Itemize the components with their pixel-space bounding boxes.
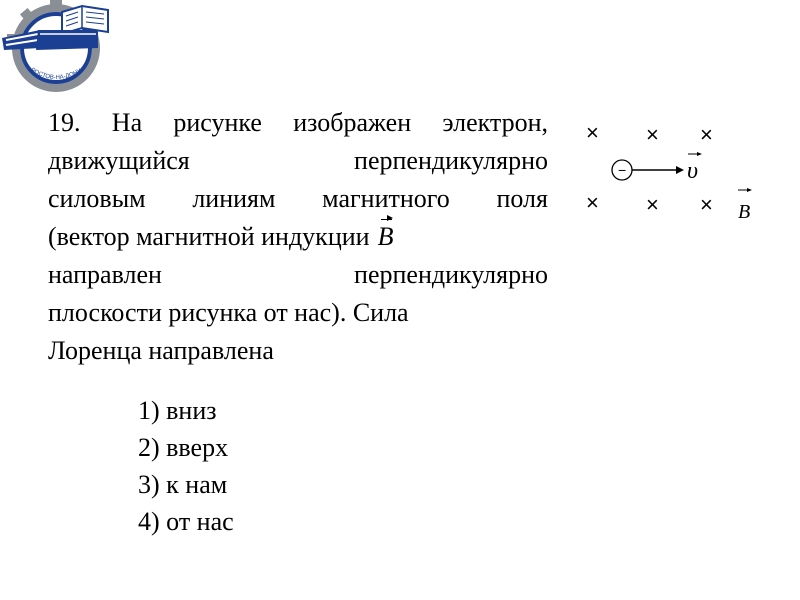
logo-emblem-letter: U xyxy=(42,20,50,31)
field-cross-marker: × xyxy=(700,192,713,217)
field-cross-marker: × xyxy=(646,192,659,217)
vector-b-symbol: B xyxy=(378,218,394,256)
question-line: движущийся перпендикулярно xyxy=(48,146,548,175)
field-cross-marker: × xyxy=(586,190,599,215)
magnetic-field-figure xyxy=(580,118,760,228)
answer-option[interactable]: 1) вниз xyxy=(138,396,217,425)
logo-ring-text: РОСТОВ-НА-ДОНУ xyxy=(29,67,83,82)
field-cross-marker: × xyxy=(700,122,713,147)
question-text xyxy=(48,104,548,370)
question-line: Лоренца направлена xyxy=(48,336,274,365)
university-logo xyxy=(0,0,115,92)
question-line: силовым линиям магнитного поля xyxy=(48,184,548,213)
answer-option[interactable]: 2) вверх xyxy=(138,433,229,462)
answer-option[interactable]: 3) к нам xyxy=(138,470,228,499)
question-line: направлен перпендикулярно xyxy=(48,260,548,289)
question-line xyxy=(48,218,548,256)
field-label: B xyxy=(738,201,751,223)
field-cross-marker: × xyxy=(646,122,659,147)
question-line: плоскости рисунка от нас). Сила xyxy=(48,298,409,327)
logo-text: РГУПС xyxy=(43,36,87,50)
answer-options xyxy=(138,392,234,540)
electron-label: − xyxy=(618,162,627,178)
question-line: 19. На рисунке изображен электрон, xyxy=(48,108,548,137)
answer-option[interactable]: 4) от нас xyxy=(138,507,234,536)
field-cross-marker: × xyxy=(586,120,599,145)
velocity-arrowhead xyxy=(676,166,684,174)
question-line-text: (вектор магнитной индукции xyxy=(48,222,370,251)
velocity-label: υ xyxy=(687,158,699,184)
